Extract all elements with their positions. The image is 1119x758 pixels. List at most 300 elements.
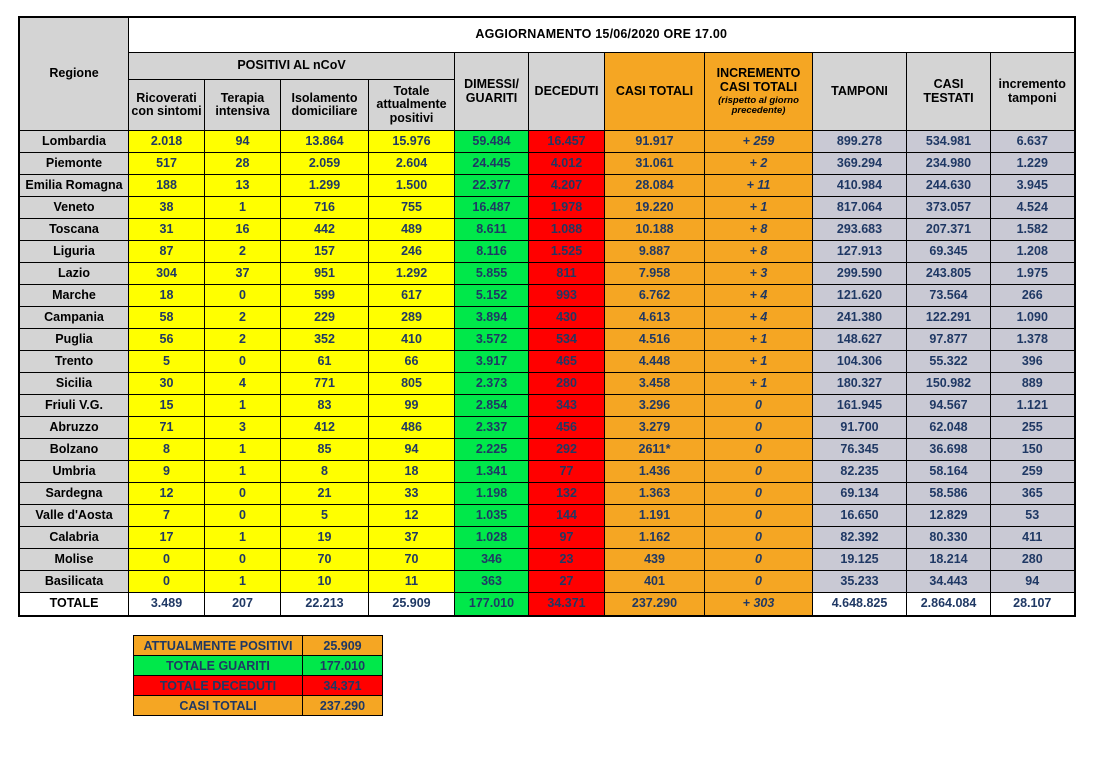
legend-value-casi-totali: 237.290: [303, 696, 383, 716]
cell-tamponi: 241.380: [813, 307, 907, 329]
cell-casi-totali: 10.188: [605, 219, 705, 241]
cell-region: Umbria: [19, 461, 129, 483]
legend-label-casi-totali: CASI TOTALI: [134, 696, 303, 716]
cell-totale-positivi: 617: [369, 285, 455, 307]
cell-incremento-tamponi: 1.121: [991, 395, 1075, 417]
cell-tamponi: 293.683: [813, 219, 907, 241]
header-terapia-line2: intensiva: [215, 104, 270, 118]
cell-terapia: 1: [205, 439, 281, 461]
cell-deceduti: 144: [529, 505, 605, 527]
header-totale-attualmente-positivi: [369, 80, 455, 131]
cell-tamponi: 180.327: [813, 373, 907, 395]
cell-deceduti-total: 34.371: [529, 593, 605, 617]
cell-testati: 34.443: [907, 571, 991, 593]
cell-ricoverati: 18: [129, 285, 205, 307]
legend-label-totale-guariti: TOTALE GUARITI: [134, 656, 303, 676]
table-header: [19, 17, 1075, 131]
cell-casi-totali: 401: [605, 571, 705, 593]
header-totale-line2: attualmente: [376, 97, 447, 112]
cell-incremento: + 2: [705, 153, 813, 175]
cell-casi-totali: 4.613: [605, 307, 705, 329]
cell-casi-totali-total: 237.290: [605, 593, 705, 617]
header-ricoverati-con-sintomi: [129, 80, 205, 131]
cell-incremento-tamponi-total: 28.107: [991, 593, 1075, 617]
cell-deceduti: 4.207: [529, 175, 605, 197]
cell-deceduti: 4.012: [529, 153, 605, 175]
cell-ricoverati: 17: [129, 527, 205, 549]
cell-incremento: 0: [705, 549, 813, 571]
cell-tamponi: 69.134: [813, 483, 907, 505]
cell-casi-totali: 439: [605, 549, 705, 571]
cell-incremento: + 1: [705, 329, 813, 351]
cell-guariti-total: 177.010: [455, 593, 529, 617]
cell-ricoverati: 5: [129, 351, 205, 373]
cell-casi-totali: 7.958: [605, 263, 705, 285]
cell-incremento-tamponi: 259: [991, 461, 1075, 483]
cell-incremento: + 8: [705, 241, 813, 263]
cell-incremento-tamponi: 1.208: [991, 241, 1075, 263]
cell-ricoverati: 0: [129, 549, 205, 571]
cell-tamponi: 82.392: [813, 527, 907, 549]
cell-incremento: 0: [705, 505, 813, 527]
cell-region: Molise: [19, 549, 129, 571]
legend-value-totale-deceduti: 34.371: [303, 676, 383, 696]
cell-testati: 80.330: [907, 527, 991, 549]
table-row: [19, 483, 1075, 505]
header-casi-testati: [907, 53, 991, 131]
cell-terapia: 1: [205, 461, 281, 483]
cell-isolamento: 1.299: [281, 175, 369, 197]
cell-ricoverati: 71: [129, 417, 205, 439]
cell-isolamento: 716: [281, 197, 369, 219]
cell-incremento-tamponi: 365: [991, 483, 1075, 505]
cell-ricoverati: 56: [129, 329, 205, 351]
cell-deceduti: 132: [529, 483, 605, 505]
cell-isolamento: 19: [281, 527, 369, 549]
cell-guariti: 16.487: [455, 197, 529, 219]
cell-tamponi: 369.294: [813, 153, 907, 175]
cell-incremento: + 8: [705, 219, 813, 241]
cell-terapia: 0: [205, 549, 281, 571]
cell-tamponi: 16.650: [813, 505, 907, 527]
cell-incremento: 0: [705, 461, 813, 483]
header-isolamento-domiciliare: [281, 80, 369, 131]
cell-region: Sardegna: [19, 483, 129, 505]
cell-totale-positivi: 99: [369, 395, 455, 417]
cell-isolamento: 5: [281, 505, 369, 527]
header-incremento-line2: CASI TOTALI: [719, 79, 798, 94]
cell-testati: 207.371: [907, 219, 991, 241]
table-row: [19, 351, 1075, 373]
cell-isolamento: 85: [281, 439, 369, 461]
legend-label-totale-deceduti: TOTALE DECEDUTI: [134, 676, 303, 696]
header-totale-line3: positivi: [389, 110, 434, 125]
cell-terapia: 1: [205, 527, 281, 549]
cell-terapia: 37: [205, 263, 281, 285]
cell-totale-positivi: 410: [369, 329, 455, 351]
table-row: [19, 373, 1075, 395]
cell-guariti: 24.445: [455, 153, 529, 175]
cell-casi-totali: 3.296: [605, 395, 705, 417]
cell-testati: 58.586: [907, 483, 991, 505]
cell-testati: 73.564: [907, 285, 991, 307]
table-row: [19, 219, 1075, 241]
cell-incremento-tamponi: 1.229: [991, 153, 1075, 175]
cell-guariti: 1.341: [455, 461, 529, 483]
cell-totale-positivi: 755: [369, 197, 455, 219]
cell-totale-positivi: 805: [369, 373, 455, 395]
table-row: [19, 439, 1075, 461]
cell-deceduti: 27: [529, 571, 605, 593]
cell-isolamento: 157: [281, 241, 369, 263]
cell-testati: 94.567: [907, 395, 991, 417]
cell-guariti: 1.028: [455, 527, 529, 549]
cell-guariti: 3.917: [455, 351, 529, 373]
legend-row-attualmente-positivi: [134, 636, 383, 656]
cell-deceduti: 1.088: [529, 219, 605, 241]
cell-guariti: 8.116: [455, 241, 529, 263]
cell-isolamento: 61: [281, 351, 369, 373]
cell-deceduti: 811: [529, 263, 605, 285]
cell-tamponi: 410.984: [813, 175, 907, 197]
legend-label-attualmente-positivi: ATTUALMENTE POSITIVI: [134, 636, 303, 656]
cell-guariti: 5.152: [455, 285, 529, 307]
cell-region: Veneto: [19, 197, 129, 219]
table-row: [19, 307, 1075, 329]
cell-guariti: 1.035: [455, 505, 529, 527]
cell-tamponi: 82.235: [813, 461, 907, 483]
cell-ricoverati: 58: [129, 307, 205, 329]
cell-ricoverati: 188: [129, 175, 205, 197]
cell-totale-positivi: 246: [369, 241, 455, 263]
cell-casi-totali: 1.191: [605, 505, 705, 527]
cell-totale-positivi: 289: [369, 307, 455, 329]
cell-incremento: 0: [705, 483, 813, 505]
cell-casi-totali: 4.516: [605, 329, 705, 351]
cell-incremento: + 3: [705, 263, 813, 285]
cell-ricoverati-total: 3.489: [129, 593, 205, 617]
cell-terapia: 2: [205, 307, 281, 329]
table-row: [19, 461, 1075, 483]
header-positivi-group: POSITIVI AL nCoV: [129, 53, 455, 80]
cell-guariti: 363: [455, 571, 529, 593]
cell-guariti: 3.572: [455, 329, 529, 351]
cell-isolamento: 8: [281, 461, 369, 483]
cell-casi-totali: 91.917: [605, 131, 705, 153]
table-row: [19, 571, 1075, 593]
cell-ricoverati: 87: [129, 241, 205, 263]
cell-region: Campania: [19, 307, 129, 329]
cell-terapia: 0: [205, 351, 281, 373]
cell-testati: 373.057: [907, 197, 991, 219]
cell-casi-totali: 9.887: [605, 241, 705, 263]
cell-totale-positivi: 11: [369, 571, 455, 593]
cell-tamponi: 91.700: [813, 417, 907, 439]
cell-ricoverati: 517: [129, 153, 205, 175]
cell-isolamento: 83: [281, 395, 369, 417]
cell-totale-positivi: 1.500: [369, 175, 455, 197]
cell-casi-totali: 28.084: [605, 175, 705, 197]
cell-isolamento: 771: [281, 373, 369, 395]
cell-incremento: 0: [705, 527, 813, 549]
cell-tamponi: 148.627: [813, 329, 907, 351]
legend-value-attualmente-positivi: 25.909: [303, 636, 383, 656]
cell-tamponi: 76.345: [813, 439, 907, 461]
cell-deceduti: 343: [529, 395, 605, 417]
cell-isolamento: 352: [281, 329, 369, 351]
cell-incremento: + 4: [705, 307, 813, 329]
cell-totale-positivi: 18: [369, 461, 455, 483]
table-row: [19, 395, 1075, 417]
cell-incremento-tamponi: 1.975: [991, 263, 1075, 285]
table-row: [19, 241, 1075, 263]
summary-legend-table: [133, 635, 383, 716]
cell-testati: 58.164: [907, 461, 991, 483]
cell-testati: 122.291: [907, 307, 991, 329]
cell-incremento: + 259: [705, 131, 813, 153]
cell-incremento-tamponi: 411: [991, 527, 1075, 549]
cell-terapia: 28: [205, 153, 281, 175]
cell-deceduti: 23: [529, 549, 605, 571]
cell-deceduti: 16.457: [529, 131, 605, 153]
cell-guariti: 1.198: [455, 483, 529, 505]
header-inc-tamponi-line2: tamponi: [1007, 90, 1057, 105]
cell-region: Puglia: [19, 329, 129, 351]
header-regione: Regione: [19, 17, 129, 131]
cell-testati: 62.048: [907, 417, 991, 439]
cell-guariti: 2.225: [455, 439, 529, 461]
cell-terapia: 2: [205, 329, 281, 351]
header-ricoverati-line1: Ricoverati: [136, 90, 197, 105]
cell-casi-totali: 2611*: [605, 439, 705, 461]
cell-testati: 97.877: [907, 329, 991, 351]
header-row-title: [19, 17, 1075, 53]
cell-incremento: + 1: [705, 373, 813, 395]
legend-row-totale-deceduti: [134, 676, 383, 696]
header-isolamento-line1: Isolamento: [291, 90, 358, 105]
table-row: [19, 197, 1075, 219]
header-ricoverati-line2: con sintomi: [131, 104, 202, 118]
cell-tamponi: 161.945: [813, 395, 907, 417]
cell-region: Piemonte: [19, 153, 129, 175]
cell-ricoverati: 31: [129, 219, 205, 241]
cell-terapia: 1: [205, 571, 281, 593]
cell-incremento-tamponi: 6.637: [991, 131, 1075, 153]
header-dimessi-line1: DIMESSI/: [464, 77, 519, 91]
table-row: [19, 329, 1075, 351]
cell-totale-positivi: 33: [369, 483, 455, 505]
legend-row-totale-guariti: [134, 656, 383, 676]
cell-casi-totali: 1.436: [605, 461, 705, 483]
header-incremento-casi: [705, 53, 813, 131]
cell-testati: 534.981: [907, 131, 991, 153]
cell-region: Valle d'Aosta: [19, 505, 129, 527]
cell-casi-totali: 1.162: [605, 527, 705, 549]
cell-incremento-tamponi: 889: [991, 373, 1075, 395]
cell-incremento: 0: [705, 417, 813, 439]
cell-ricoverati: 12: [129, 483, 205, 505]
cell-ricoverati: 2.018: [129, 131, 205, 153]
cell-terapia-total: 207: [205, 593, 281, 617]
cell-casi-totali: 1.363: [605, 483, 705, 505]
cell-casi-totali: 19.220: [605, 197, 705, 219]
cell-region: Sicilia: [19, 373, 129, 395]
cell-terapia: 4: [205, 373, 281, 395]
table-row: [19, 527, 1075, 549]
cell-region: Basilicata: [19, 571, 129, 593]
header-tamponi: TAMPONI: [813, 53, 907, 131]
cell-region: Lazio: [19, 263, 129, 285]
cell-isolamento: 951: [281, 263, 369, 285]
page: [0, 16, 1119, 758]
cell-testati: 18.214: [907, 549, 991, 571]
cell-deceduti: 280: [529, 373, 605, 395]
header-incremento-note: (rispetto al giorno precedente): [718, 95, 799, 116]
cell-totale-positivi: 2.604: [369, 153, 455, 175]
header-update-title: AGGIORNAMENTO 15/06/2020 ORE 17.00: [129, 17, 1075, 53]
table-row: [19, 263, 1075, 285]
legend-value-totale-guariti: 177.010: [303, 656, 383, 676]
cell-casi-totali: 6.762: [605, 285, 705, 307]
cell-deceduti: 292: [529, 439, 605, 461]
table-row: [19, 549, 1075, 571]
cell-testati: 36.698: [907, 439, 991, 461]
header-row-groups: [19, 53, 1075, 80]
cell-terapia: 1: [205, 197, 281, 219]
cell-deceduti: 77: [529, 461, 605, 483]
cell-region: Trento: [19, 351, 129, 373]
cell-region: Toscana: [19, 219, 129, 241]
cell-incremento: + 4: [705, 285, 813, 307]
cell-ricoverati: 30: [129, 373, 205, 395]
cell-totale-positivi: 37: [369, 527, 455, 549]
header-dimessi-line2: GUARITI: [465, 90, 518, 105]
cell-ricoverati: 304: [129, 263, 205, 285]
cell-tamponi: 19.125: [813, 549, 907, 571]
cell-testati: 243.805: [907, 263, 991, 285]
cell-tamponi: 121.620: [813, 285, 907, 307]
header-isolamento-line2: domiciliare: [291, 104, 358, 118]
cell-isolamento: 70: [281, 549, 369, 571]
cell-ricoverati: 7: [129, 505, 205, 527]
cell-totale-positivi-total: 25.909: [369, 593, 455, 617]
cell-casi-totali: 31.061: [605, 153, 705, 175]
table-row: [19, 153, 1075, 175]
cell-totale-positivi: 1.292: [369, 263, 455, 285]
cell-incremento-tamponi: 1.582: [991, 219, 1075, 241]
header-totale-line1: Totale: [393, 83, 430, 98]
cell-incremento: + 1: [705, 351, 813, 373]
cell-incremento-tamponi: 396: [991, 351, 1075, 373]
covid-data-table: [18, 16, 1076, 617]
cell-tamponi: 817.064: [813, 197, 907, 219]
cell-deceduti: 430: [529, 307, 605, 329]
header-deceduti: DECEDUTI: [529, 53, 605, 131]
cell-region: Emilia Romagna: [19, 175, 129, 197]
cell-isolamento: 229: [281, 307, 369, 329]
cell-incremento-tamponi: 255: [991, 417, 1075, 439]
cell-region: Bolzano: [19, 439, 129, 461]
header-inc-tamponi-line1: incremento: [998, 77, 1066, 91]
cell-guariti: 2.854: [455, 395, 529, 417]
cell-terapia: 13: [205, 175, 281, 197]
cell-deceduti: 1.978: [529, 197, 605, 219]
cell-ricoverati: 9: [129, 461, 205, 483]
cell-region-total: TOTALE: [19, 593, 129, 617]
cell-incremento: 0: [705, 571, 813, 593]
cell-testati: 234.980: [907, 153, 991, 175]
cell-totale-positivi: 486: [369, 417, 455, 439]
cell-tamponi: 299.590: [813, 263, 907, 285]
cell-incremento-tamponi: 150: [991, 439, 1075, 461]
cell-deceduti: 97: [529, 527, 605, 549]
cell-tamponi-total: 4.648.825: [813, 593, 907, 617]
cell-region: Liguria: [19, 241, 129, 263]
table-row-total: [19, 593, 1075, 617]
cell-deceduti: 534: [529, 329, 605, 351]
cell-totale-positivi: 12: [369, 505, 455, 527]
cell-casi-totali: 4.448: [605, 351, 705, 373]
cell-isolamento: 412: [281, 417, 369, 439]
cell-deceduti: 465: [529, 351, 605, 373]
cell-isolamento: 13.864: [281, 131, 369, 153]
cell-tamponi: 35.233: [813, 571, 907, 593]
cell-terapia: 2: [205, 241, 281, 263]
cell-region: Abruzzo: [19, 417, 129, 439]
cell-guariti: 8.611: [455, 219, 529, 241]
cell-guariti: 346: [455, 549, 529, 571]
cell-incremento: 0: [705, 439, 813, 461]
cell-deceduti: 1.525: [529, 241, 605, 263]
cell-tamponi: 127.913: [813, 241, 907, 263]
cell-totale-positivi: 94: [369, 439, 455, 461]
cell-casi-totali: 3.458: [605, 373, 705, 395]
cell-deceduti: 993: [529, 285, 605, 307]
cell-incremento-tamponi: 53: [991, 505, 1075, 527]
table-body: [19, 131, 1075, 617]
cell-ricoverati: 15: [129, 395, 205, 417]
cell-testati: 55.322: [907, 351, 991, 373]
legend-row-casi-totali: [134, 696, 383, 716]
cell-isolamento: 21: [281, 483, 369, 505]
cell-incremento: + 11: [705, 175, 813, 197]
cell-guariti: 2.337: [455, 417, 529, 439]
cell-incremento: 0: [705, 395, 813, 417]
cell-testati: 69.345: [907, 241, 991, 263]
cell-region: Marche: [19, 285, 129, 307]
header-testati-line2: TESTATI: [923, 90, 974, 105]
table-row: [19, 505, 1075, 527]
cell-isolamento: 599: [281, 285, 369, 307]
cell-incremento-tamponi: 1.090: [991, 307, 1075, 329]
table-row: [19, 175, 1075, 197]
cell-terapia: 94: [205, 131, 281, 153]
cell-ricoverati: 0: [129, 571, 205, 593]
cell-incremento-tamponi: 1.378: [991, 329, 1075, 351]
header-terapia-line1: Terapia: [220, 90, 265, 105]
cell-isolamento: 442: [281, 219, 369, 241]
cell-terapia: 0: [205, 285, 281, 307]
cell-incremento-tamponi: 280: [991, 549, 1075, 571]
cell-deceduti: 456: [529, 417, 605, 439]
cell-testati-total: 2.864.084: [907, 593, 991, 617]
cell-ricoverati: 38: [129, 197, 205, 219]
cell-casi-totali: 3.279: [605, 417, 705, 439]
cell-testati: 150.982: [907, 373, 991, 395]
cell-guariti: 2.373: [455, 373, 529, 395]
header-terapia-intensiva: [205, 80, 281, 131]
cell-totale-positivi: 70: [369, 549, 455, 571]
